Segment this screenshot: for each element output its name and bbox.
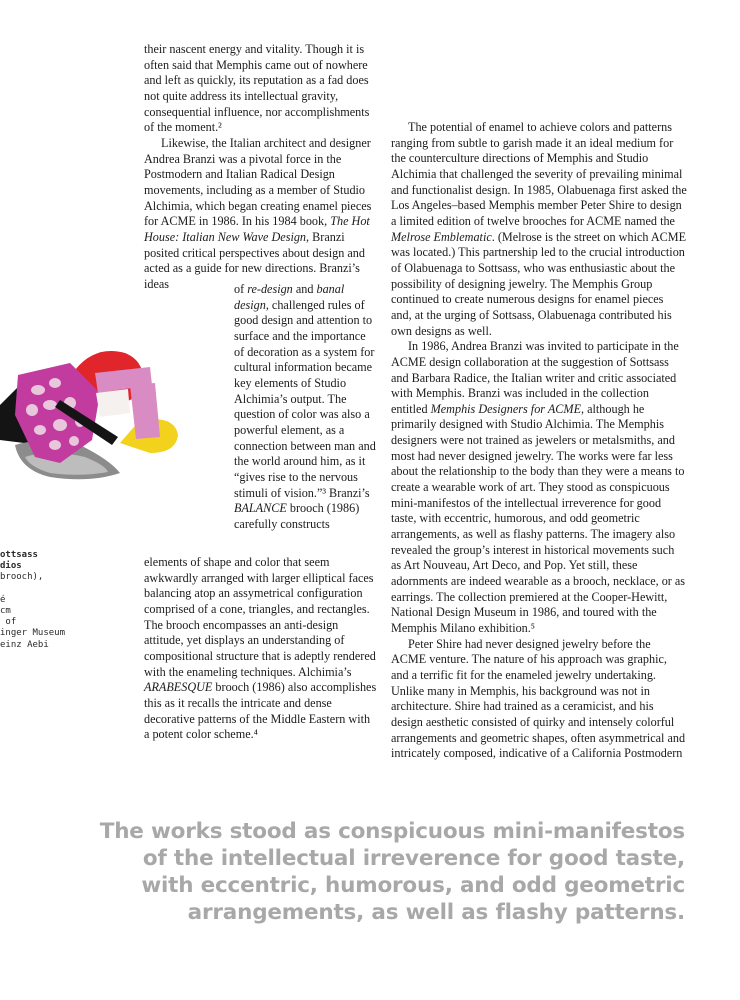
caption-line: of (0, 617, 17, 628)
pull-quote-line: of the intellectual irreverence for good taste, (142, 846, 685, 871)
caption-line: dios (0, 561, 22, 572)
text-run: , Branzi posited critical perspectives about design and acted as a guide for new directions. Branzi’s ideas (144, 229, 365, 291)
text-run: and (292, 282, 317, 296)
text-run: In 1986, Andrea Branzi was invited to participate in the ACME design collaboration at the suggestion of Sottsass and Barbara Radice, the Italian writer and critic associated with Memphis. Branzi was included in the collection entitled (391, 339, 679, 416)
text-run: brooch (1986) carefully constructs (234, 501, 360, 531)
caption-line: einz Aebi (0, 639, 49, 650)
left-column-lower (144, 555, 378, 743)
text-run: , although he primarily designed with Studio Alchimia. The Memphis designers were not trained as jewelers or metalsmiths, and most had never designed jewelry. The works were far less about the relationship to the body than they were a means to create a wearable work of art. They stood as conspicuous mini-manifestos of the intellectual irreverence for good taste, with eccentric, humorous, and odd geometric arrangements, as well as flashy patterns. The imagery also revealed the group’s interest in historical movements such as Art Nouveau, Art Deco, and Pop. Yet still, these adornments are indeed wearable as a brooch, necklace, or as earrings. The collection premiered at the Cooper-Hewitt, National Design Museum in 1986, and toured with the Memphis Milano exhibition.⁵ (391, 401, 686, 635)
pull-quote-line: with eccentric, humorous, and odd geometric (141, 873, 685, 898)
book-title: The Hot House: Italian New Wave Design (144, 214, 370, 244)
text-run: . (Melrose is the street on which ACME was located.) This partnership led to the crucial introduction of Olabuenaga to Sottsass, who was enthusiastic about the possibility of designing jewelry. The Memphis Group continued to create numerous designs for enamel pieces and, at the urging of Sottsass, Olabuenaga contributed his own designs as well. (391, 229, 687, 338)
term-banal-design: banal design (234, 282, 345, 312)
left-lower-paragraph (144, 555, 378, 743)
pull-quote (60, 818, 685, 926)
text-run: brooch (1986) also accomplishes this as it recalls the intricate and dense decorative patterns of the Middle Eastern with a potent color scheme.⁴ (144, 680, 377, 742)
image-caption (0, 550, 80, 651)
right-paragraph-3: Peter Shire had never designed jewelry before the ACME venture. The nature of his approach was graphic, and a terrific fit for the enameled jewelry undertaking. Unlike many in Memphis, his background was not in architecture. Shire had trained as a ceramicist, and his design aesthetic consisted of quirky and intensely colorful arrangements and geometric shapes, often asymmetrical and intricately composed, indicative of a California Postmodern (391, 636, 686, 761)
caption-line: cm (0, 606, 11, 617)
caption-line: é (0, 594, 6, 605)
text-run: , challenged rules of good design and attention to surface and the importance of decoration as a system for cultural information became key elements of Studio Alchimia’s output. The question of color was also a powerful element, as a connection between man and the world around him, as it “gives rise to the nervous stimuli of vision.”³ Branzi’s (234, 297, 376, 500)
left-column-upper (144, 42, 378, 293)
right-column (391, 120, 687, 762)
caption-line: brooch), (0, 572, 44, 583)
text-run: The potential of enamel to achieve colors and patterns ranging from subtle to garish made it an ideal medium for the counterculture directions of Memphis and Studio Alchimia that challenged the severity of prevailing minimal and functionalist design. In 1985, Olabuenaga first asked the Los Angeles–based Memphis member Peter Shire to design a limited edition of twelve brooches for ACME named the (391, 120, 687, 228)
caption-line: ottsass (0, 550, 38, 560)
text-run: Likewise, the Italian architect and designer Andrea Branzi was a pivotal force in the Postmodern and Italian Radical Design movements, including as a member of Studio Alchimia, which began creating enamel pieces for ACME in 1986. In his 1984 book, (144, 135, 372, 229)
work-title-melrose: Melrose Emblematic (391, 229, 492, 244)
left-paragraph-1: their nascent energy and vitality. Though it is often said that Memphis came out of nowhere and left as quickly, its reputation as a fad does not quite address its intellectual gravity, consequential influence, nor accomplishments of the moment.² (144, 42, 370, 135)
brooch-image (0, 345, 185, 485)
left-narrow-paragraph (234, 282, 376, 533)
left-paragraph-2 (144, 136, 378, 293)
right-paragraph-2 (391, 339, 687, 636)
pull-quote-line: arrangements, as well as flashy patterns. (187, 900, 685, 925)
right-paragraph-1 (391, 120, 687, 339)
work-title-balance: BALANCE (234, 501, 287, 516)
caption-line: inger Museum (0, 628, 66, 639)
term-redesign: re-design (247, 282, 293, 296)
collection-title: Memphis Designers for ACME (430, 401, 582, 416)
text-run: of (234, 282, 248, 296)
text-run: elements of shape and color that seem awkwardly arranged with larger elliptical faces balancing atop an assymetrical configuration comprised of a cone, triangles, and rectangles. The brooch encompasses an anti-design attitude, yet displays an understanding of compositional structure that is adeptly rendered with the enameling techniques. Alchimia’s (144, 555, 376, 679)
pull-quote-line: The works stood as conspicuous mini-manifestos (99, 819, 685, 844)
work-title-arabesque: ARABESQUE (144, 680, 213, 695)
left-column-narrow (234, 282, 376, 533)
brooch-white-bar (96, 389, 130, 417)
